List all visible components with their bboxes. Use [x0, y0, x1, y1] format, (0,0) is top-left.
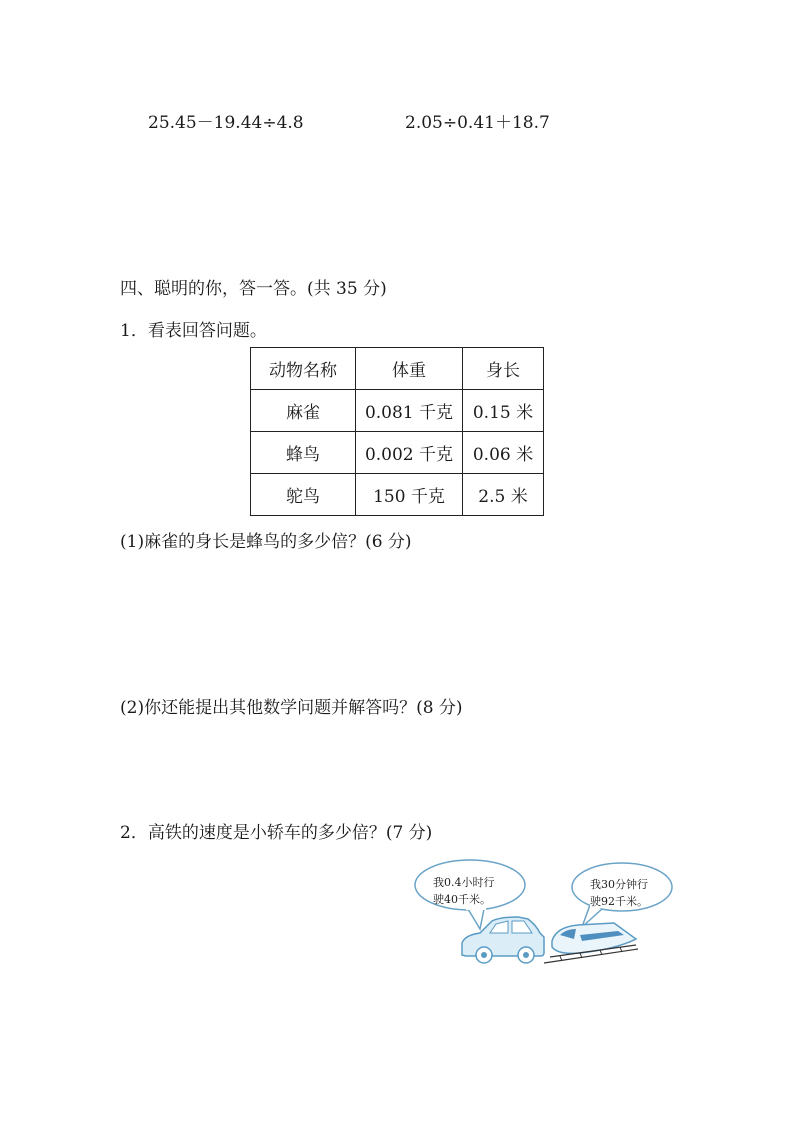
section-title: 四、聪明的你，答一答。(共 35 分) — [120, 279, 387, 299]
illustration — [410, 855, 680, 970]
car-icon — [462, 917, 544, 963]
train-bubble-line-2: 驶92千米。 — [590, 895, 648, 908]
question-1-label: 1．看表回答问题。 — [120, 321, 267, 341]
question-2-label: 2．高铁的速度是小轿车的多少倍？(7 分) — [120, 823, 433, 843]
table-cell: 0.06 米 — [463, 432, 544, 474]
animal-table — [250, 347, 544, 516]
car-bubble-line-2: 驶40千米。 — [433, 893, 491, 906]
train-bubble-line-1: 我30分钟行 — [590, 878, 648, 891]
expression-right: 2.05÷0.41＋18.7 — [405, 113, 550, 133]
expression-left: 25.45－19.44÷4.8 — [148, 113, 304, 133]
question-1-sub-1: (1)麻雀的身长是蜂鸟的多少倍？(6 分) — [120, 532, 412, 552]
table-cell: 0.081 千克 — [356, 390, 463, 432]
question-1-sub-2: (2)你还能提出其他数学问题并解答吗？(8 分) — [120, 698, 463, 718]
table-cell: 2.5 米 — [463, 474, 544, 516]
car-bubble-line-1: 我0.4小时行 — [433, 876, 495, 889]
table-row — [251, 474, 544, 516]
table-header-row — [251, 348, 544, 390]
table-cell: 鸵鸟 — [251, 474, 356, 516]
table-cell: 150 千克 — [356, 474, 463, 516]
table-row — [251, 432, 544, 474]
table-cell: 蜂鸟 — [251, 432, 356, 474]
table-cell: 0.002 千克 — [356, 432, 463, 474]
table-header: 动物名称 — [251, 348, 356, 390]
table-header: 身长 — [463, 348, 544, 390]
table-cell: 麻雀 — [251, 390, 356, 432]
train-icon — [544, 923, 638, 963]
table-header: 体重 — [356, 348, 463, 390]
table-row — [251, 390, 544, 432]
table-cell: 0.15 米 — [463, 390, 544, 432]
